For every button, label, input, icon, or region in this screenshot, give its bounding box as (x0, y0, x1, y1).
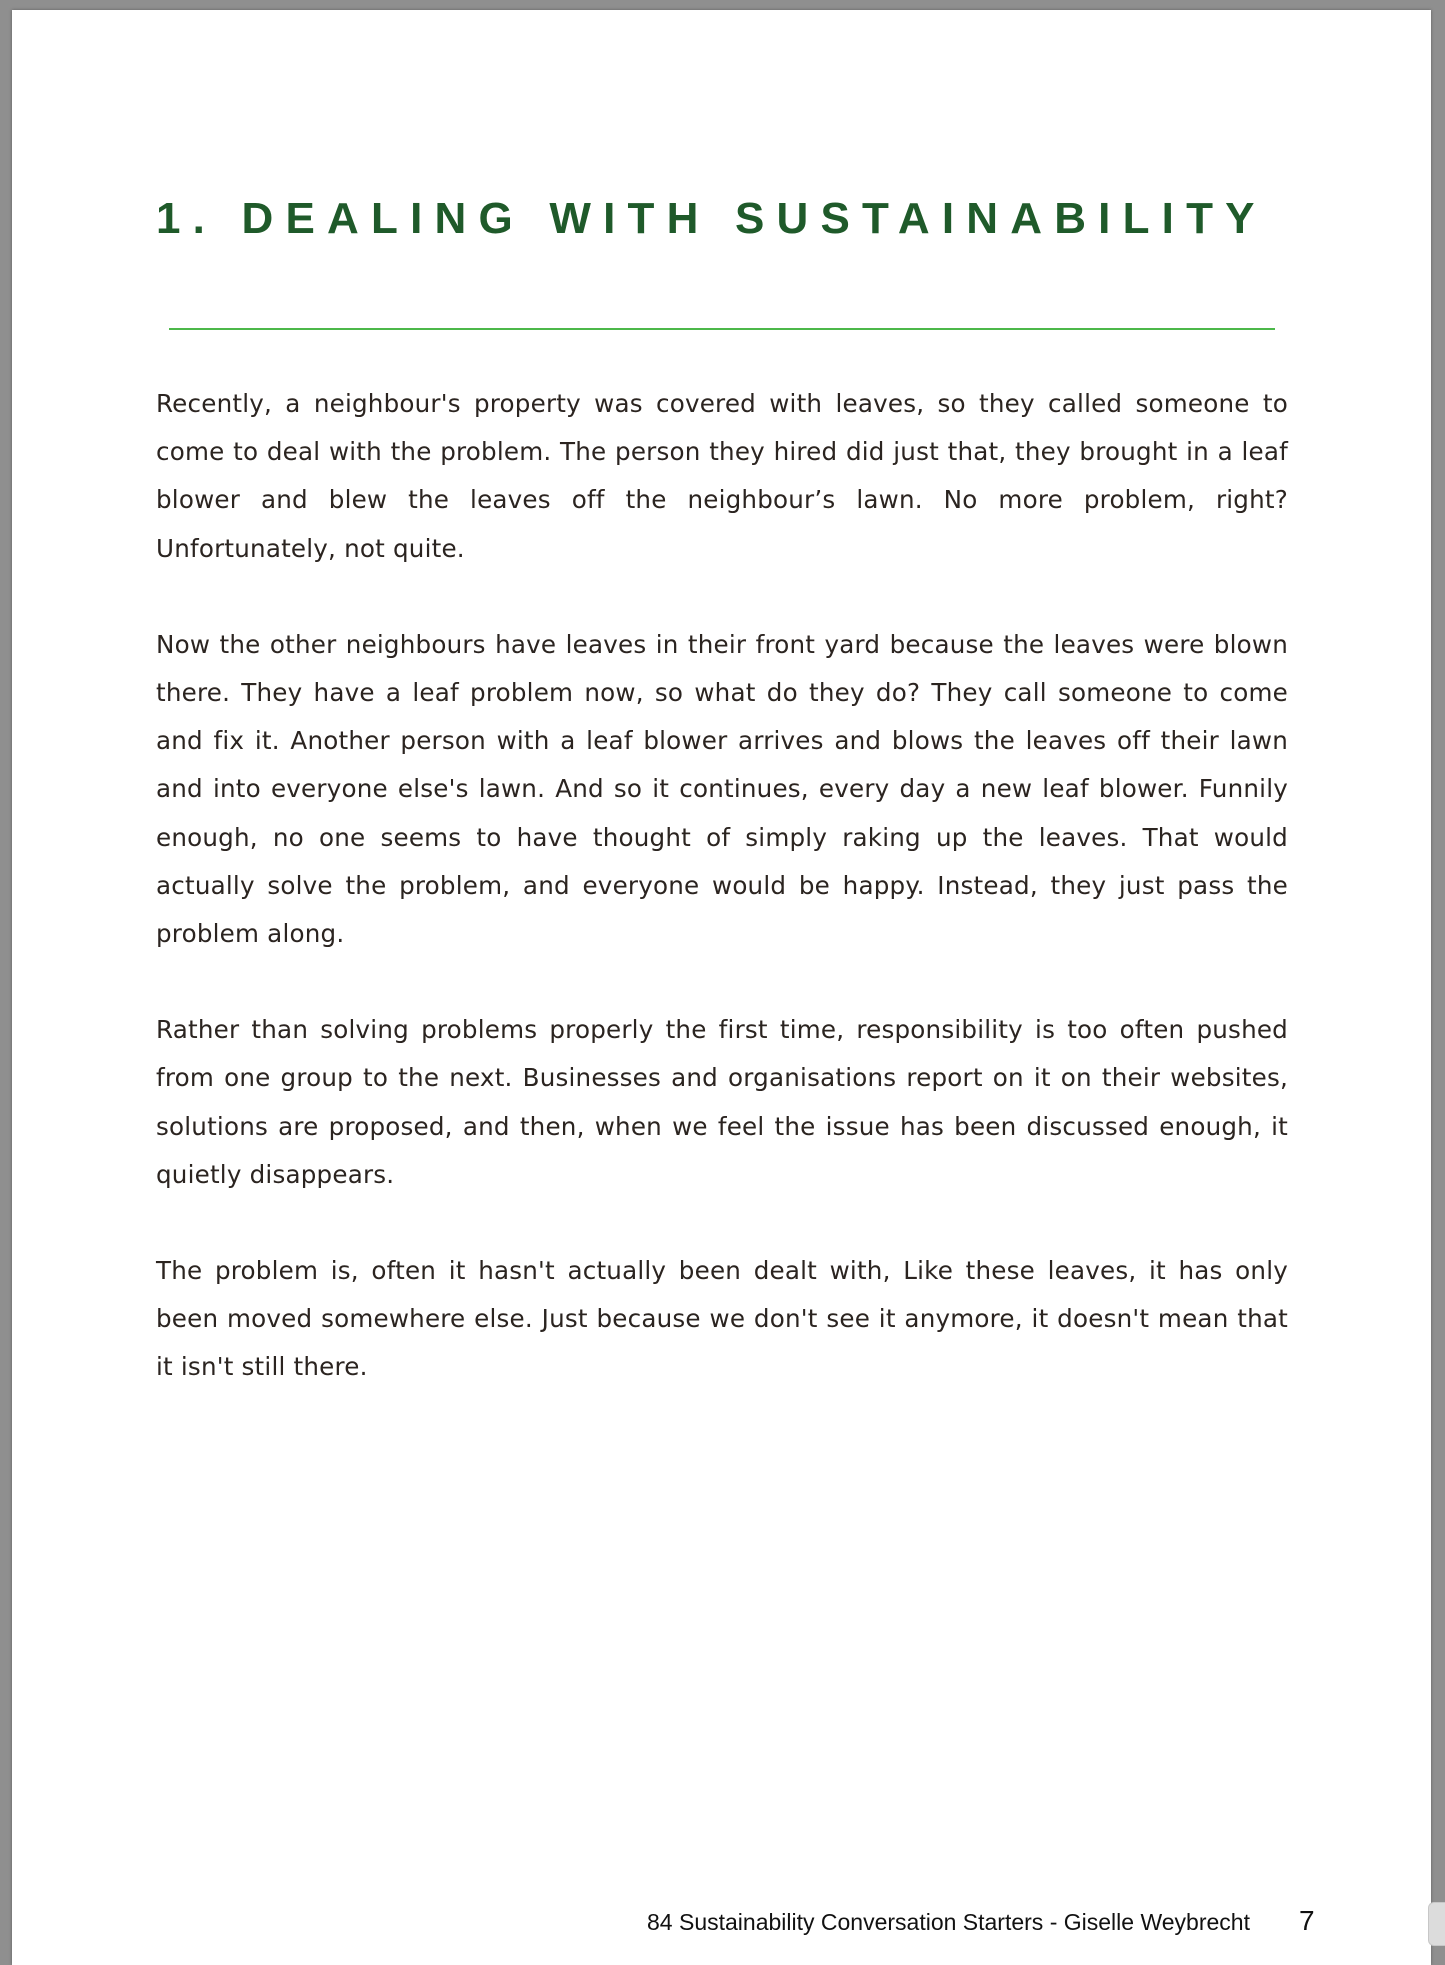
page-number: 7 (1299, 1905, 1315, 1936)
chapter-heading: 1. DEALING WITH SUSTAINABILITY (156, 194, 1267, 243)
document-page (12, 10, 1431, 1965)
paragraph-4: The problem is, often it hasn't actually been dealt with, Like these leaves, it has only been moved somewhere else. Just because we don't see it anymore, it doesn't mean that it isn't still there. (156, 1256, 1288, 1382)
scroll-handle[interactable] (1428, 1902, 1445, 1946)
heading-divider (169, 328, 1275, 330)
body-text (156, 380, 1288, 1440)
page-footer: 84 Sustainability Conversation Starters - Giselle Weybrecht (647, 1909, 1250, 1935)
paragraph-3: Rather than solving problems properly the first time, responsibility is too often pushed from one group to the next. Businesses and organisations report on it on their websites, solutions are proposed, and then, when we feel the issue has been discussed enough, it quietly disappears. (156, 1015, 1288, 1189)
paragraph-2: Now the other neighbours have leaves in their front yard because the leaves were blown there. They have a leaf problem now, so what do they do? They call someone to come and fix it. Another person with a leaf blower arrives and blows the leaves off their lawn and into everyone else's lawn. And so it continues, every day a new leaf blower. Funnily enough, no one seems to have thought of simply raking up the leaves. That would actually solve the problem, and everyone would be happy. Instead, they just pass the problem along. (156, 629, 1288, 949)
paragraph-1: Recently, a neighbour's property was covered with leaves, so they called someone to come to deal with the problem. The person they hired did just that, they brought in a leaf blower and blew the leaves off the neighbour’s lawn. No more problem, right? Unfortunately, not quite. (156, 389, 1288, 563)
